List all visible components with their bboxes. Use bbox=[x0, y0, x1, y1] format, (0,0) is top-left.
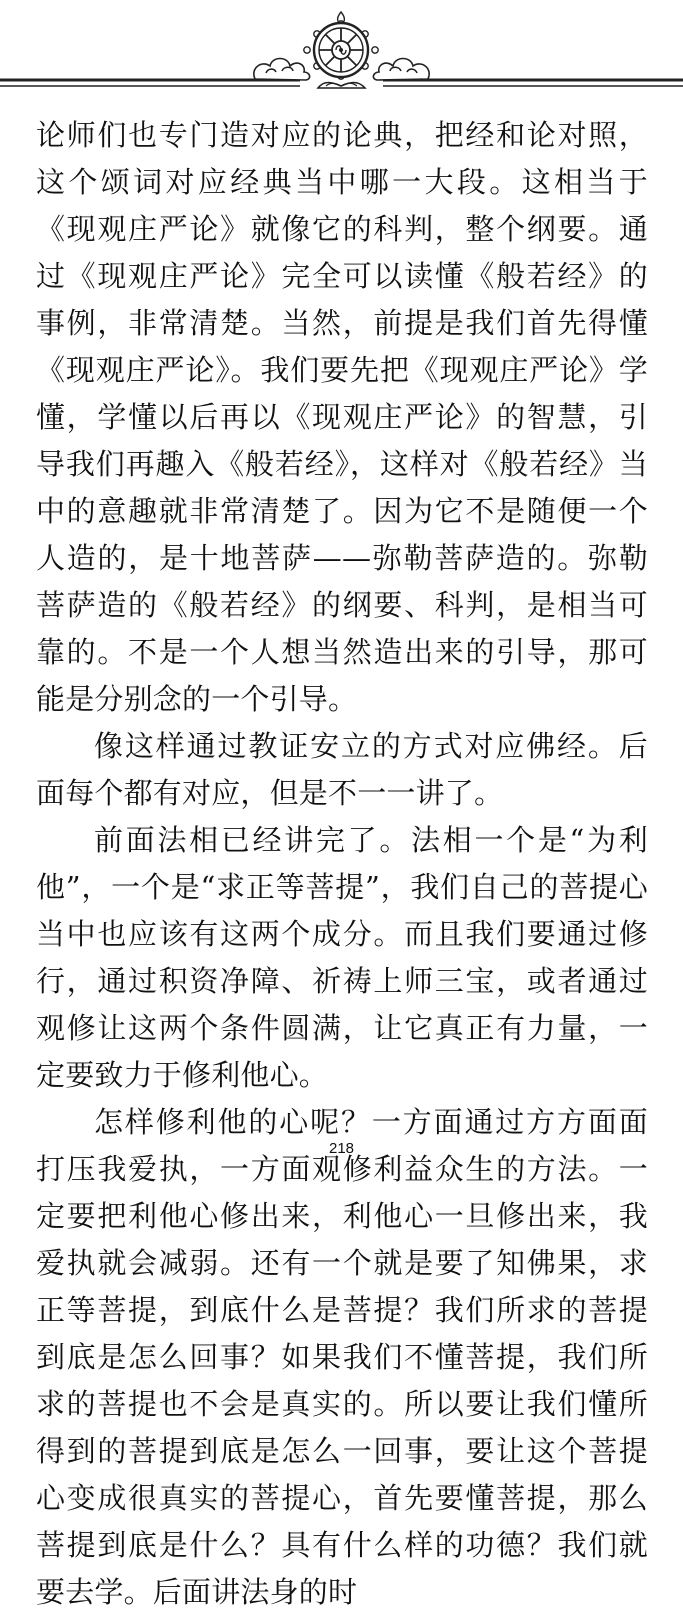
page-number: 218 bbox=[328, 1140, 355, 1157]
paragraph-2: 像这样通过教证安立的方式对应佛经。后面每个都有对应，但是不一一讲了。 bbox=[36, 729, 648, 810]
right-cloud-icon bbox=[373, 59, 429, 81]
dharma-wheel-icon bbox=[304, 12, 378, 88]
body-text bbox=[36, 112, 648, 1616]
paragraph-4: 怎样修利他的心呢？一方面通过方方面面打压我爱执，一方面观修利益众生的方法。一定要把利他心修出来，利他心一旦修出来，我爱执就会减弱。还有一个就是要了知佛果，求正等菩提，到底什么是菩提？我们所求的菩提到底是怎么回事？如果我们不懂菩提，我们所求的菩提也不会是真实的。所以要让我们懂所得到的菩提到底是怎么一回事，要让这个菩提心变成很真实的菩提心，首先要懂菩提，那么菩提到底是什么？具有什么样的功德？我们就要去学。后面讲法身的时 bbox=[36, 1105, 648, 1609]
header-ornament bbox=[0, 0, 683, 100]
left-cloud-icon bbox=[254, 59, 310, 81]
paragraph-3: 前面法相已经讲完了。法相一个是“为利他”，一个是“求正等菩提”，我们自己的菩提心当中也应该有这两个成分。而且我们要通过修行，通过积资净障、祈祷上师三宝，或者通过观修让这两个条件圆满，让它真正有力量，一定要致力于修利他心。 bbox=[36, 823, 648, 1092]
paragraph-1: 论师们也专门造对应的论典，把经和论对照，这个颂词对应经典当中哪一大段。这相当于《现观庄严论》就像它的科判，整个纲要。通过《现观庄严论》完全可以读懂《般若经》的事例，非常清楚。当然，前提是我们首先得懂《现观庄严论》。我们要先把《现观庄严论》学懂，学懂以后再以《现观庄严论》的智慧，引导我们再趣入《般若经》，这样对《般若经》当中的意趣就非常清楚了。因为它不是随便一个人造的，是十地菩萨——弥勒菩萨造的。弥勒菩萨造的《般若经》的纲要、科判，是相当可靠的。不是一个人想当然造出来的引导，那可能是分别念的一个引导。 bbox=[36, 118, 648, 716]
header-ornament-graphic bbox=[0, 0, 683, 100]
